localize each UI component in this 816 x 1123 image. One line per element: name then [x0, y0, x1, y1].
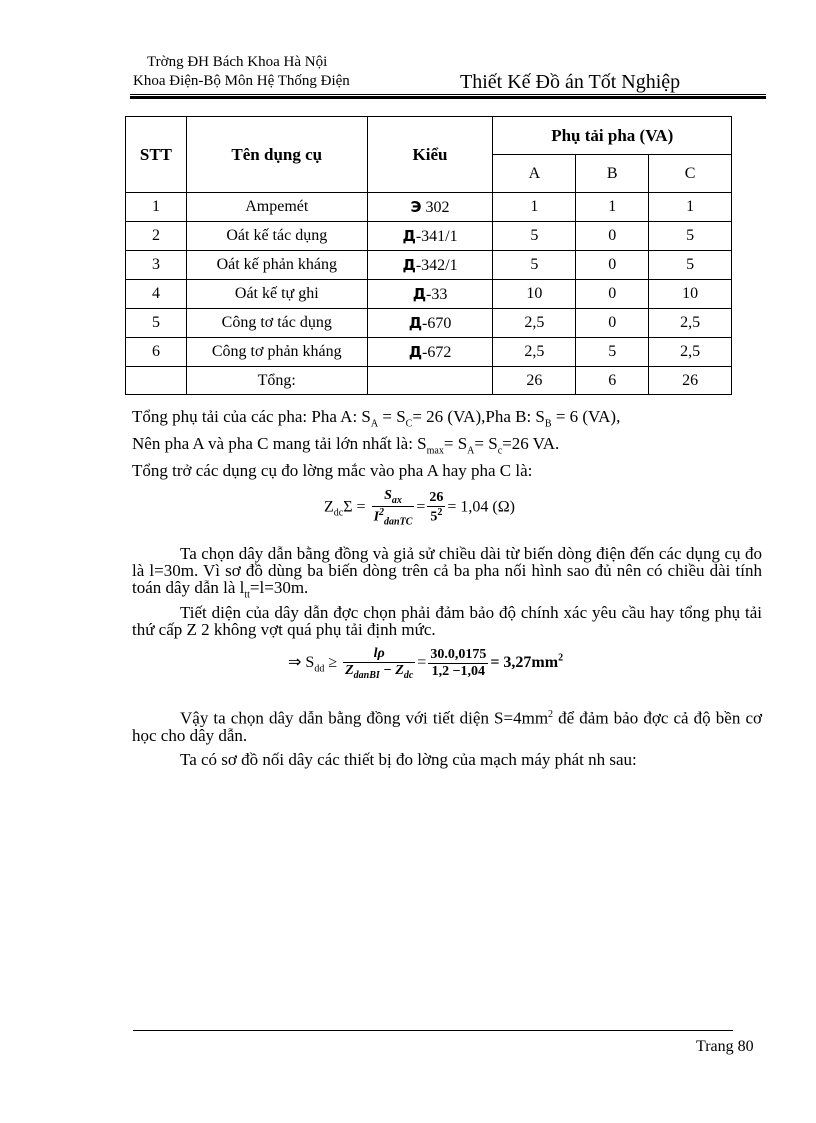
- impedance-formula: $Z_{dc}\Sigma$ = $\frac{S_{ax}}{I^2_{danTC}}$ = $\frac{26}{5^2}$ = 1,04 (Ω): [324, 488, 515, 528]
- type-prefix: Д: [402, 255, 416, 274]
- wire-length-paragraph: Ta chọn dây dẫn bằng đồng và giả sử chiều dài từ biến dòng điện đến các dụng cụ đo là l=30m. Vì sơ đồ dùng ba biến dòng trên cả ba pha nối hình sao đủ nên có chiều dài tính toán dây dẫn là $l_{tt}=l=30m$.: [132, 544, 762, 601]
- type-code: -341/1: [415, 227, 458, 245]
- cell-b: 0: [576, 222, 649, 251]
- header-doc-title: Thiết Kế Đồ án Tốt Nghiệp: [460, 71, 681, 93]
- cell-type: [367, 367, 493, 395]
- col-header-c: C: [649, 155, 732, 193]
- cell-stt: 3: [126, 251, 187, 280]
- type-prefix: Э: [410, 197, 422, 216]
- impedance-intro: Tổng trở các dụng cụ đo lờng mắc vào pha A hay pha C là:: [132, 461, 533, 480]
- table-total-row: [126, 367, 732, 395]
- type-code: 302: [425, 198, 450, 216]
- cell-b: 1: [576, 193, 649, 222]
- conclusion-paragraph: Vậy ta chọn dây dẫn bằng đồng với tiết diện $S=4mm^2$ để đảm bảo đợc cả độ bền cơ học cho dây dẫn.: [132, 708, 762, 745]
- cell-a: 10: [493, 280, 576, 309]
- type-code: -342/1: [415, 256, 458, 274]
- cell-c: 10: [649, 280, 732, 309]
- instrument-load-table: [125, 116, 732, 395]
- type-prefix: Д: [412, 284, 427, 303]
- type-code: -670: [422, 314, 452, 332]
- diagram-intro: Ta có sơ đồ nối dây các thiết bị đo lờng của mạch máy phát nh sau:: [180, 750, 637, 769]
- cell-type: [367, 309, 493, 338]
- cell-a: 5: [493, 222, 576, 251]
- total-b: 6: [576, 367, 649, 395]
- cell-stt: 6: [126, 338, 187, 367]
- cell-c: 1: [649, 193, 732, 222]
- cell-a: 2,5: [493, 338, 576, 367]
- cell-type: [367, 222, 493, 251]
- cell-type: [367, 280, 493, 309]
- total-label: Tổng:: [186, 367, 367, 395]
- header-rule-thin: [130, 94, 766, 95]
- cell-name: Công tơ tác dụng: [186, 309, 367, 338]
- max-load-statement: Nên pha A và pha C mang tải lớn nhất là: $S_{max}= S_A= S_c=26$ VA.: [132, 434, 560, 457]
- table-row: [126, 222, 732, 251]
- cell-name: Oát kế tác dụng: [186, 222, 367, 251]
- cell-b: 0: [576, 251, 649, 280]
- cell-stt: 4: [126, 280, 187, 309]
- col-header-name: Tên dụng cụ: [186, 117, 367, 193]
- phase-load-summary: Tổng phụ tải của các pha: Pha A: $S_A = S_C= 26$ (VA),Pha B: $S_B = 6$ (VA),: [132, 407, 621, 430]
- type-prefix: Д: [402, 226, 416, 245]
- col-header-a: A: [493, 155, 576, 193]
- col-header-b: B: [576, 155, 649, 193]
- header-rule-thick: [130, 96, 766, 99]
- cell-stt: 5: [126, 309, 187, 338]
- cell-type: [367, 338, 493, 367]
- col-header-type: Kiểu: [367, 117, 493, 193]
- cell-stt: [126, 367, 187, 395]
- col-header-stt: STT: [126, 117, 187, 193]
- col-header-phase-load: Phụ tải pha (VA): [493, 117, 732, 155]
- table-row: [126, 309, 732, 338]
- page-number: Trang 80: [696, 1038, 754, 1055]
- table-row: [126, 193, 732, 222]
- cell-a: 1: [493, 193, 576, 222]
- footer-rule: [133, 1030, 733, 1031]
- cell-stt: 2: [126, 222, 187, 251]
- cell-b: 0: [576, 280, 649, 309]
- table-row: [126, 280, 732, 309]
- cell-c: 5: [649, 251, 732, 280]
- total-c: 26: [649, 367, 732, 395]
- total-a: 26: [493, 367, 576, 395]
- cross-section-formula: ⇒ $S_{dd}$ ≥ $\frac{l\rho}{Z_{danBI} - Z_{dc}}$ = $\frac{30.0,0175}{1,2 -1,04}$ = $3,27mm^2$: [288, 646, 564, 681]
- cell-a: 2,5: [493, 309, 576, 338]
- cell-name: Oát kế phản kháng: [186, 251, 367, 280]
- type-code: -672: [422, 343, 452, 361]
- cell-b: 0: [576, 309, 649, 338]
- type-prefix: Д: [408, 342, 423, 361]
- cell-c: 5: [649, 222, 732, 251]
- cross-section-paragraph: Tiết diện của dây dẫn đợc chọn phải đảm bảo độ chính xác yêu cầu hay tổng phụ tải thứ cấp Z 2 không vợt quá phụ tải định mức.: [132, 603, 762, 639]
- cell-c: 2,5: [649, 338, 732, 367]
- cell-name: Ampemét: [186, 193, 367, 222]
- cell-b: 5: [576, 338, 649, 367]
- cell-name: Oát kế tự ghi: [186, 280, 367, 309]
- cell-a: 5: [493, 251, 576, 280]
- table-row: [126, 338, 732, 367]
- type-code: -33: [426, 285, 448, 303]
- table-row: [126, 251, 732, 280]
- cell-type: [367, 251, 493, 280]
- cell-type: [367, 193, 493, 222]
- header-school: Trờng ĐH Bách Khoa Hà Nội: [147, 54, 328, 70]
- cell-c: 2,5: [649, 309, 732, 338]
- type-prefix: Д: [408, 313, 423, 332]
- cell-stt: 1: [126, 193, 187, 222]
- header-department: Khoa Điện-Bộ Môn Hệ Thống Điện: [133, 73, 350, 89]
- cell-name: Công tơ phản kháng: [186, 338, 367, 367]
